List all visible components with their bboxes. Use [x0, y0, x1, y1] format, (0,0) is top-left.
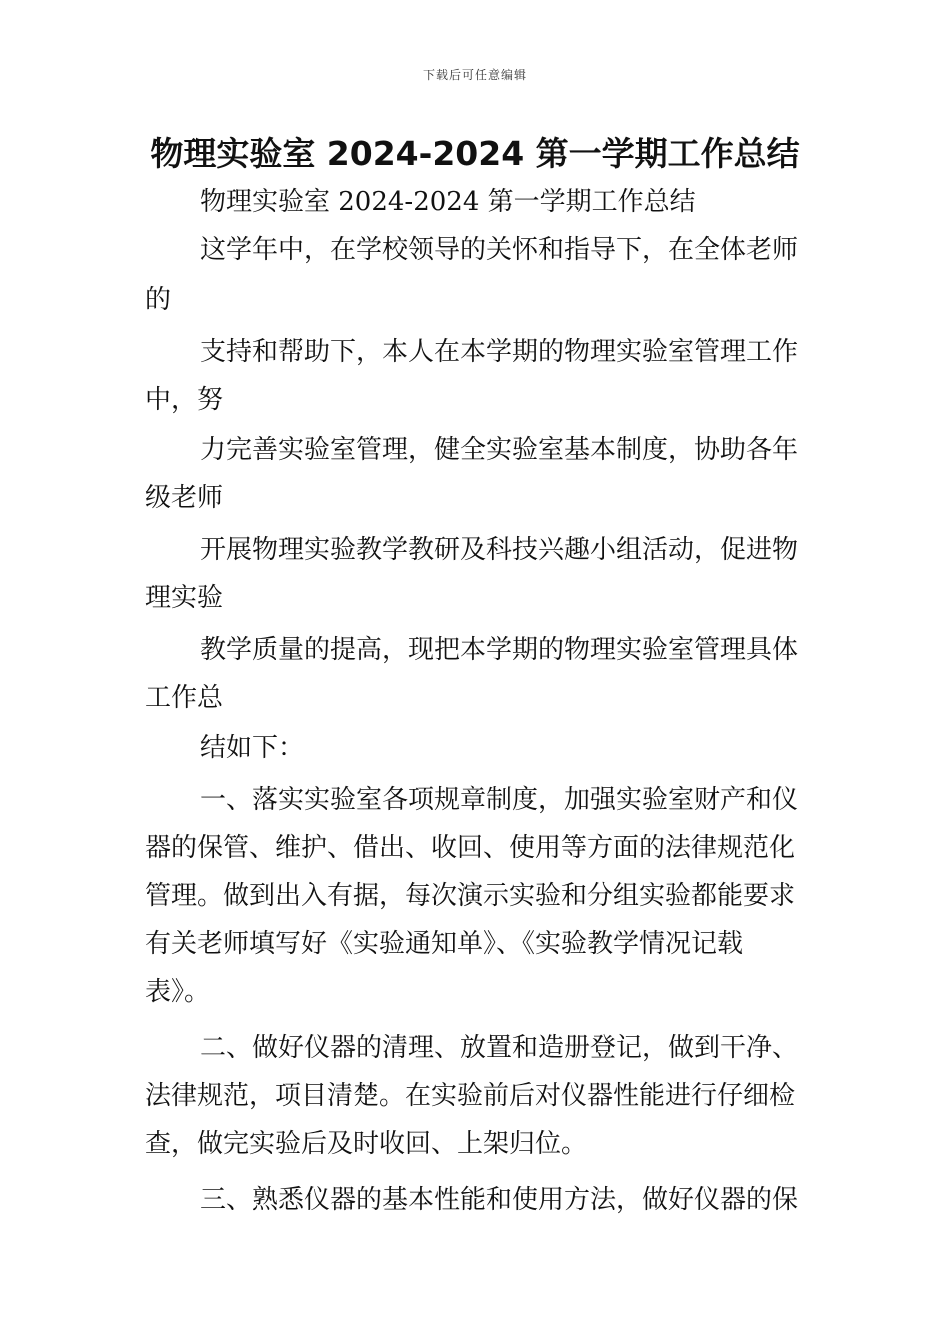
body-line: 力完善实验室管理，健全实验室基本制度，协助各年: [200, 435, 799, 465]
body-line: 物理实验室 2024-2024 第一学期工作总结: [200, 187, 696, 217]
body-line: 一、落实实验室各项规章制度，加强实验室财产和仪: [200, 785, 799, 815]
body-line: 表》。: [145, 977, 211, 1007]
document-title: 物理实验室 2024-2024 第一学期工作总结: [150, 134, 800, 173]
body-line: 级老师: [145, 483, 224, 513]
body-line: 三、熟悉仪器的基本性能和使用方法，做好仪器的保: [200, 1185, 799, 1215]
body-line: 这学年中，在学校领导的关怀和指导下，在全体老师: [200, 235, 799, 265]
body-line: 工作总: [145, 683, 224, 713]
body-line: 结如下：: [200, 733, 305, 763]
page-header-note: 下载后可任意编辑: [422, 68, 527, 82]
body-line: 器的保管、维护、借出、收回、使用等方面的法律规范化: [145, 833, 796, 863]
body-line: 法律规范，项目清楚。在实验前后对仪器性能进行仔细检: [145, 1081, 796, 1111]
body-line: 查，做完实验后及时收回、上架归位。: [145, 1129, 588, 1159]
body-line: 支持和帮助下，本人在本学期的物理实验室管理工作: [200, 337, 799, 367]
body-line: 理实验: [145, 583, 224, 613]
body-line: 教学质量的提高，现把本学期的物理实验室管理具体: [200, 635, 799, 665]
body-line: 中，努: [145, 385, 224, 415]
body-line: 有关老师填写好《实验通知单》、《实验教学情况记载: [145, 929, 744, 959]
body-line: 管理。做到出入有据，每次演示实验和分组实验都能要求: [145, 881, 796, 911]
body-line: 二、做好仪器的清理、放置和造册登记，做到干净、: [200, 1033, 799, 1063]
body-line: 开展物理实验教学教研及科技兴趣小组活动，促进物: [200, 535, 799, 565]
body-line: 的: [145, 285, 172, 315]
